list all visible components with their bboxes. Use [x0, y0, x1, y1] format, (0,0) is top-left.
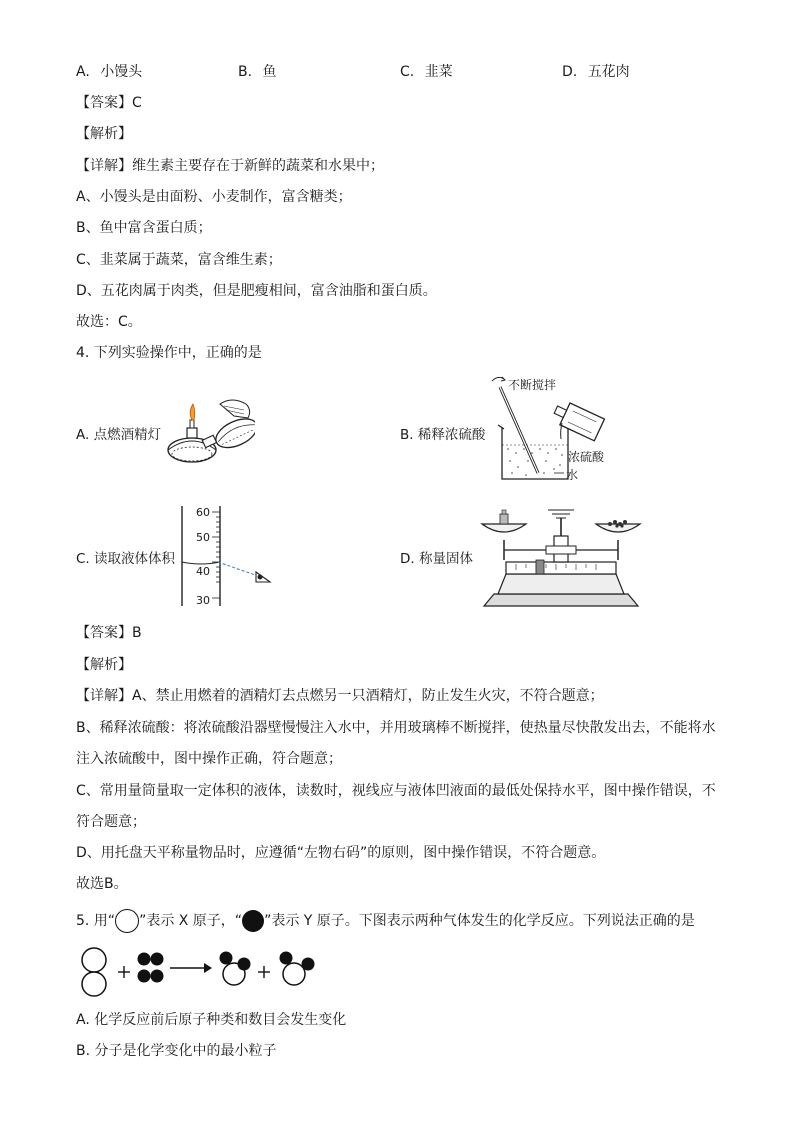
alcohol-lamp-figure: [160, 392, 255, 472]
acid-label: 浓硫酸: [568, 450, 605, 464]
q4-option-b-label: B. 稀释浓硫酸: [400, 427, 486, 443]
balance-figure: [476, 500, 646, 612]
q4-option-c-label: C. 读取液体体积: [76, 551, 176, 567]
q5-option-a: A. 化学反应前后原子种类和数目会发生变化: [76, 1012, 347, 1028]
q3-option-b: [238, 62, 277, 82]
q3-option-a: [76, 62, 142, 82]
tick-label: 40: [196, 565, 210, 578]
option-letter: D.: [562, 64, 578, 80]
tick-label: 60: [196, 506, 210, 519]
q5-option-b: B. 分子是化学变化中的最小粒子: [76, 1043, 277, 1059]
q3-detail-line: B、鱼中富含蛋白质；: [76, 220, 212, 236]
stir-label: 不断搅拌: [508, 378, 557, 392]
q4-detail-line: 【详解】A、禁止用燃着的酒精灯去点燃另一只酒精灯，防止发生火灾，不符合题意；: [76, 688, 604, 704]
water-label: 水: [566, 468, 579, 482]
q5-stem-text: 5. 用“: [76, 913, 116, 929]
q4-option-a-label: A. 点燃酒精灯: [76, 427, 162, 443]
q4-detail-line: 注入浓硫酸中，图中操作正确，符合题意；: [76, 751, 342, 767]
y-atom-icon: [242, 910, 264, 932]
option-letter: B.: [238, 64, 253, 80]
x-atom-icon: [115, 909, 139, 933]
q4-detail-line: C、常用量筒量取一定体积的液体，读数时，视线应与液体凹液面的最低处保持水平，图中操作错误，不: [76, 783, 716, 799]
q4-analysis-label: 【解析】: [76, 657, 132, 673]
q4-answer: 【答案】B: [76, 625, 142, 641]
option-text: 鱼: [262, 64, 277, 80]
q3-analysis-label: 【解析】: [76, 126, 132, 142]
tick-label: 30: [196, 594, 210, 607]
option-text: 小馒头: [100, 64, 143, 80]
reaction-diagram: [78, 944, 328, 1000]
q4-detail-line: B、稀释浓硫酸：将浓硫酸沿器壁慢慢注入水中，并用玻璃棒不断搅拌，使热量尽快散发出去，不能将水: [76, 720, 716, 736]
q3-detail-line: 【详解】维生素主要存在于新鲜的蔬菜和水果中；: [76, 158, 384, 174]
dilution-figure: [488, 375, 628, 485]
q3-detail-line: A、小馒头是由面粉、小麦制作，富含糖类；: [76, 189, 352, 205]
q4-stem: 4. 下列实验操作中，正确的是: [76, 345, 262, 361]
q3-detail-line: 故选：C。: [76, 314, 142, 330]
q3-option-d: [562, 62, 630, 82]
option-letter: C.: [400, 64, 415, 80]
option-text: 韭菜: [424, 64, 453, 80]
cylinder-figure: [176, 500, 286, 610]
option-letter: A.: [76, 64, 90, 80]
q4-option-d-label: D. 称量固体: [400, 551, 473, 567]
q3-option-c: [400, 62, 453, 82]
q5-stem: [76, 909, 695, 933]
q3-detail-line: D、五花肉属于肉类，但是肥瘦相间，富含油脂和蛋白质。: [76, 283, 437, 299]
q4-detail-line: 故选B。: [76, 876, 128, 892]
q5-stem-text: ”表示 Y 原子。下图表示两种气体发生的化学反应。下列说法正确的是: [264, 913, 695, 929]
option-text: 五花肉: [587, 64, 630, 80]
q3-answer: 【答案】C: [76, 95, 142, 111]
q4-detail-line: 符合题意；: [76, 814, 146, 830]
q4-detail-line: D、用托盘天平称量物品时，应遵循“左物右码”的原则，图中操作错误，不符合题意。: [76, 845, 606, 861]
tick-label: 50: [196, 531, 210, 544]
q5-stem-text: ”表示 X 原子，“: [139, 913, 243, 929]
q3-detail-line: C、韭菜属于蔬菜，富含维生素；: [76, 252, 282, 268]
